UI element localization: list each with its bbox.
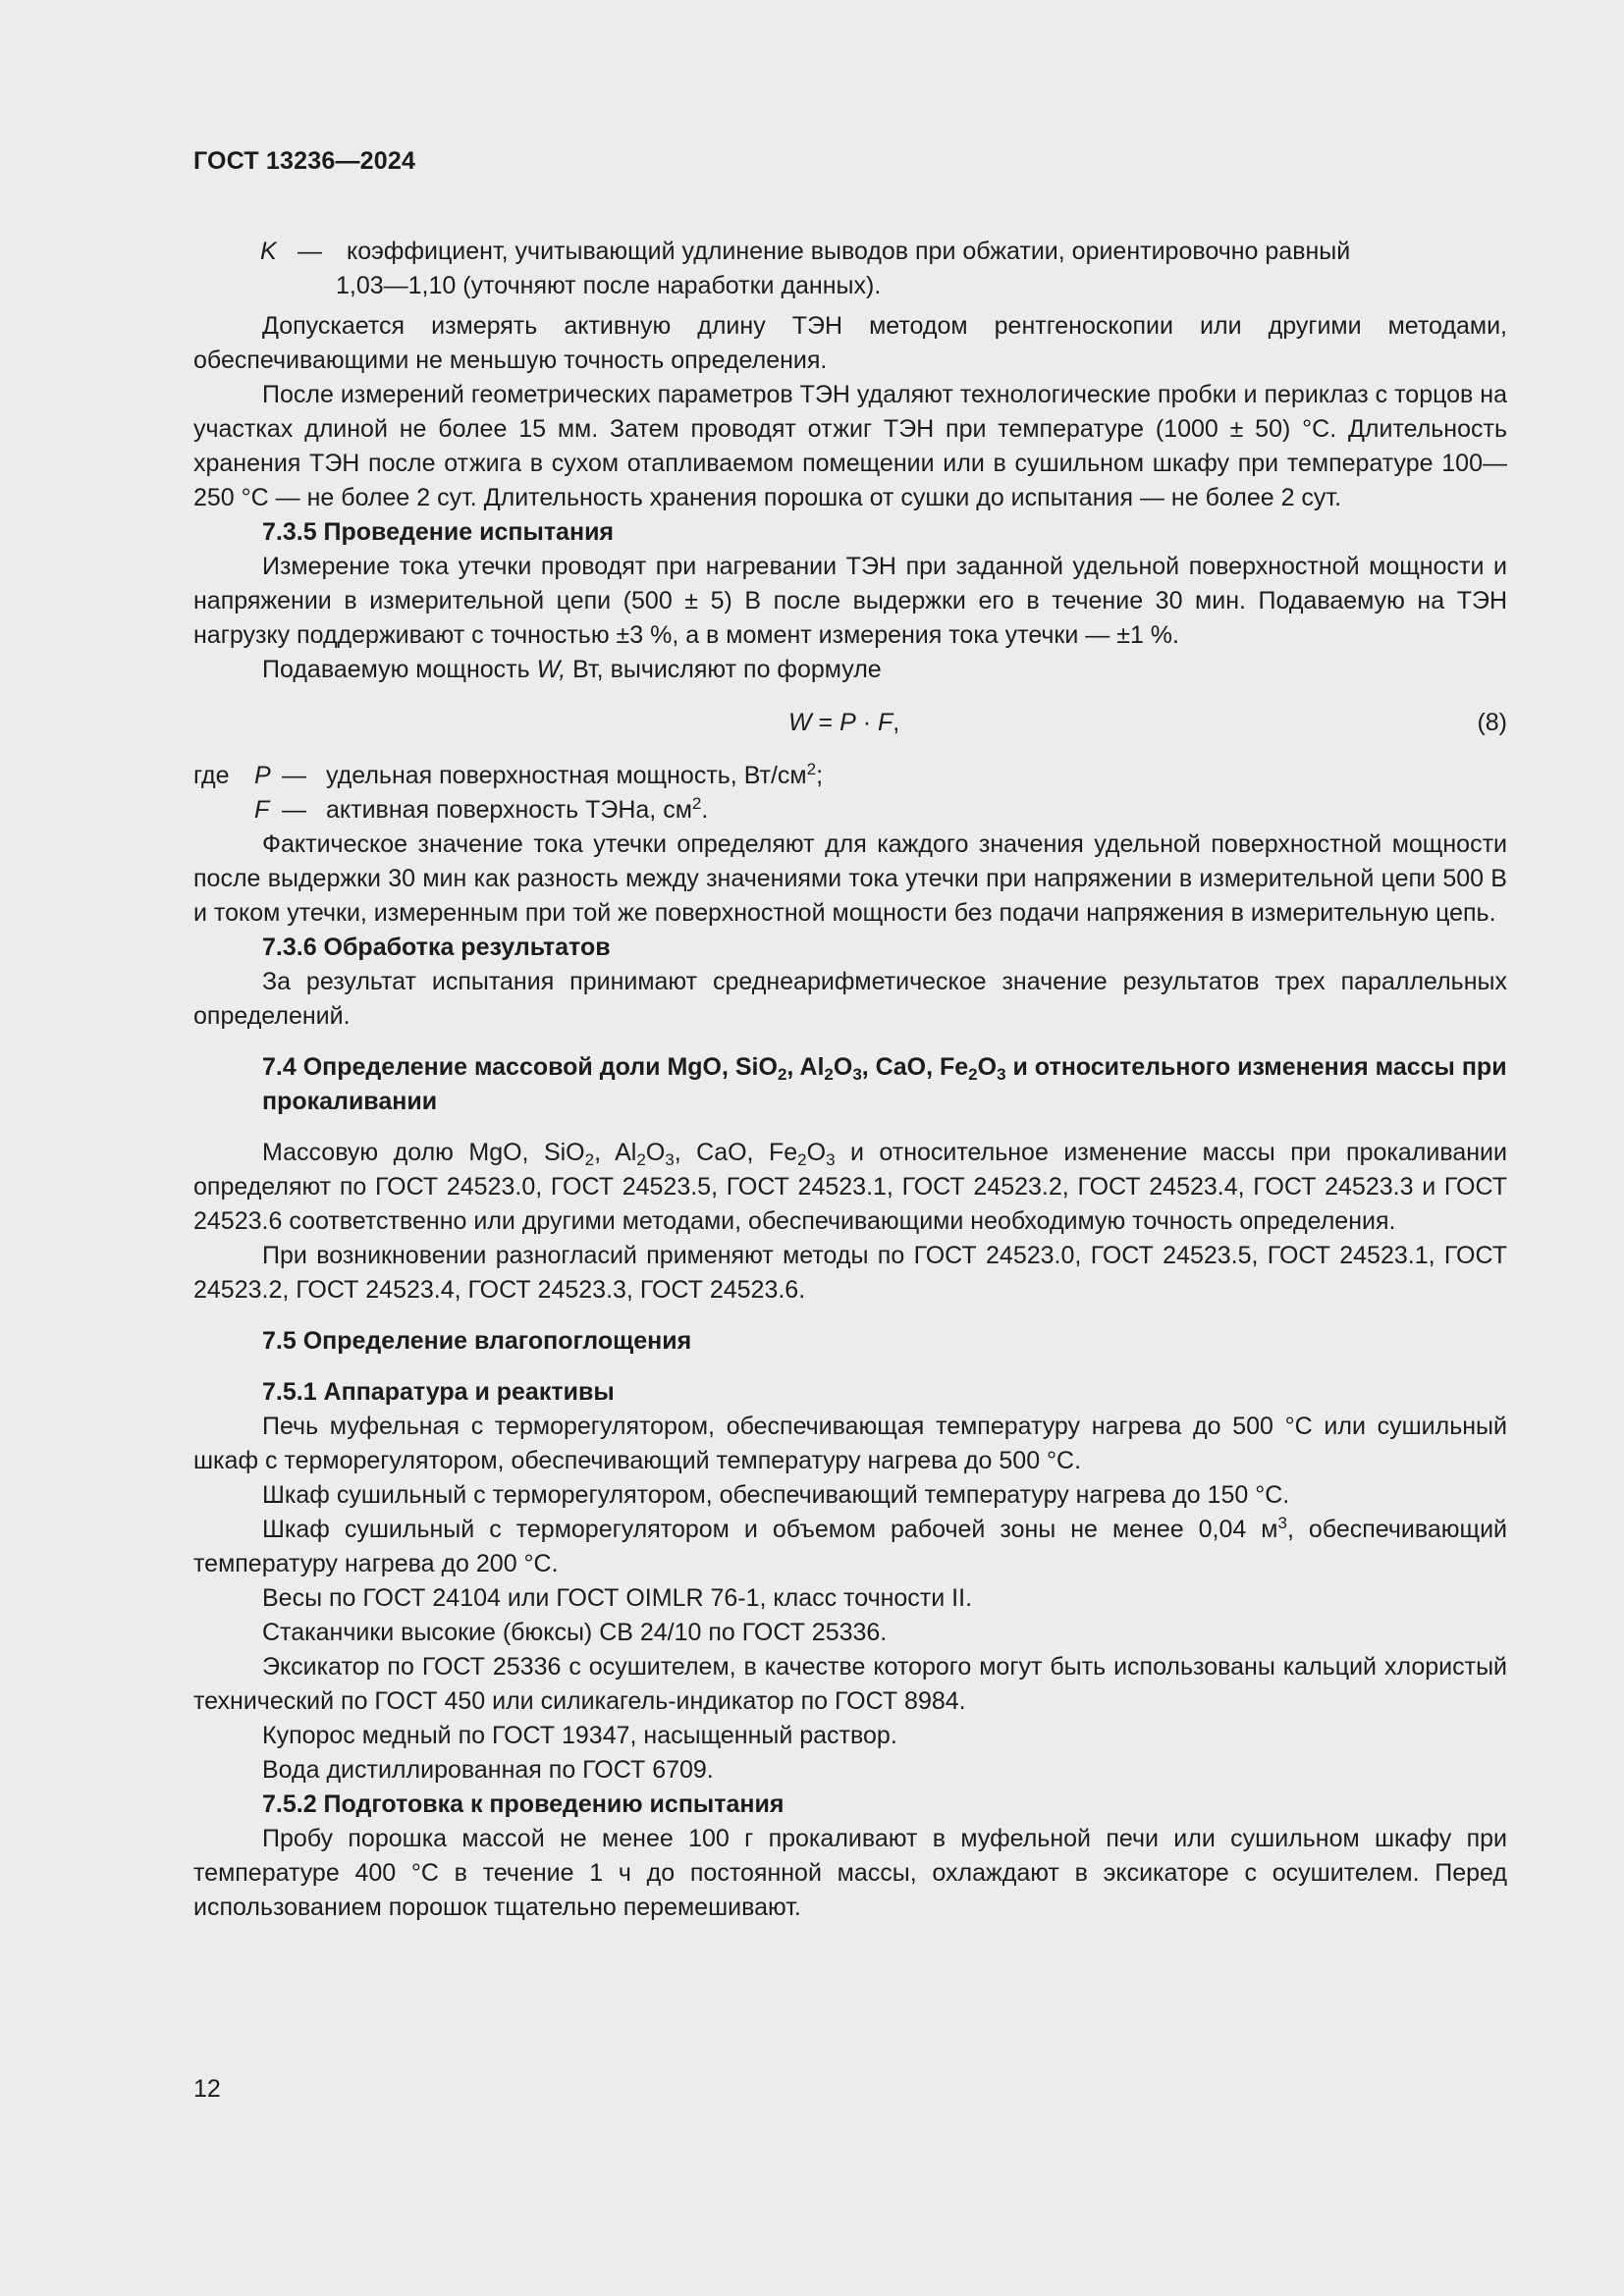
paragraph: При возникновении разногласий применяют методы по ГОСТ 24523.0, ГОСТ 24523.5, ГОСТ 24523.1, ГОСТ 24523.2, ГОСТ 24523.4, ГОСТ 24523.3, ГОСТ 24523.6. bbox=[193, 1242, 1507, 1304]
paragraph: Пробу порошка массой не менее 100 г прокаливают в муфельной печи или сушильном шкафу при температуре 400 °C в течение 1 ч до постоянной массы, охлаждают в эксикаторе с осушителем. Перед использованием порошок тщательно перемешивают. bbox=[193, 1825, 1507, 1921]
where-p-symbol: P bbox=[254, 762, 271, 789]
k-symbol: K bbox=[260, 238, 277, 265]
where-label: где bbox=[193, 762, 230, 789]
paragraph: Эксикатор по ГОСТ 25336 с осушителем, в качестве которого могут быть использованы кальций хлористый технический по ГОСТ 450 или силикагель-индикатор по ГОСТ 8984. bbox=[193, 1653, 1507, 1715]
paragraph: Вода дистиллированная по ГОСТ 6709. bbox=[262, 1756, 714, 1784]
paragraph: Стаканчики высокие (бюксы) СВ 24/10 по ГОСТ 25336. bbox=[262, 1619, 888, 1646]
where-dash: — bbox=[282, 796, 306, 824]
section-heading-7-5-2: 7.5.2 Подготовка к проведению испытания bbox=[262, 1790, 785, 1818]
section-heading-7-5-1: 7.5.1 Аппаратура и реактивы bbox=[262, 1378, 615, 1406]
document-page bbox=[193, 0, 1507, 2296]
formula-number: (8) bbox=[1477, 709, 1507, 736]
paragraph: Купорос медный по ГОСТ 19347, насыщенный раствор. bbox=[262, 1722, 897, 1749]
where-f-text: активная поверхность ТЭНа, $см^2$. bbox=[326, 794, 709, 824]
k-definition bbox=[193, 235, 1507, 303]
paragraph: Фактическое значение тока утечки определяют для каждого значения удельной поверхностной мощности после выдержки 30 мин как разность между значениями тока утечки при напряжении в измерительной цепи 500 В и током утечки, измеренным при той же поверхностной мощности без подачи напряжения в измерительную цепь. bbox=[193, 830, 1507, 927]
formula-expression: W = P · F, bbox=[788, 709, 900, 736]
paragraph: После измерений геометрических параметров ТЭН удаляют технологические пробки и периклаз с торцов на участках длиной не более 15 мм. Затем проводят отжиг ТЭН при температуре (1000 ± 50) °C. Длительность хранения ТЭН после отжига в сухом отапливаемом помещении или в сушильном шкафу при температуре 100—250 °C — не более 2 сут. Длительность хранения порошка от сушки до испытания — не более 2 сут. bbox=[193, 381, 1507, 511]
paragraph: Печь муфельная с терморегулятором, обеспечивающая температуру нагрева до 500 °C или сушильный шкаф с терморегулятором, обеспечивающий температуру нагрева до 500 °C. bbox=[193, 1413, 1507, 1474]
where-dash: — bbox=[282, 762, 306, 789]
paragraph: Подаваемую мощность W, Вт, вычисляют по формуле bbox=[262, 656, 882, 683]
formula-8 bbox=[193, 706, 1507, 740]
paragraph: Измерение тока утечки проводят при нагревании ТЭН при заданной удельной поверхностной мощности и напряжении в измерительной цепи (500 ± 5) В после выдержки его в течение 30 мин. Подаваемую на ТЭН нагрузку поддерживают с точностью ±3 %, а в момент измерения тока утечки — ±1 %. bbox=[193, 553, 1507, 649]
section-heading-7-4: 7.4 Определение массовой доли MgO, SiO$_2$, $Al_2O_3$, CaO, $Fe_2O_3$ и относительного изменения массы при прокаливании bbox=[262, 1053, 1507, 1115]
paragraph: За результат испытания принимают среднеарифметическое значение результатов трех параллельных определений. bbox=[193, 968, 1507, 1030]
where-p-text: удельная поверхностная мощность, $Вт/см^2$; bbox=[326, 760, 824, 789]
page-number: 12 bbox=[193, 2075, 221, 2103]
where-p bbox=[193, 759, 1507, 793]
paragraph: Весы по ГОСТ 24104 или ГОСТ OIMLR 76-1, класс точности II. bbox=[262, 1584, 973, 1612]
where-f-symbol: F bbox=[254, 796, 270, 824]
where-f bbox=[193, 793, 1507, 828]
paragraph: Массовую долю MgO, SiO$_2$, $Al_2O_3$, CaO, $Fe_2O_3$ и относительное изменение массы при прокаливании определяют по ГОСТ 24523.0, ГОСТ 24523.5, ГОСТ 24523.1, ГОСТ 24523.2, ГОСТ 24523.4, ГОСТ 24523.3 и ГОСТ 24523.6 соответственно или другими методами, обеспечивающими необходимую точность определения. bbox=[193, 1139, 1507, 1235]
paragraph: Шкаф сушильный с терморегулятором, обеспечивающий температуру нагрева до 150 °C. bbox=[262, 1481, 1290, 1509]
paragraph: Шкаф сушильный с терморегулятором и объемом рабочей зоны не менее 0,04 $м^3$, обеспечивающий температуру нагрева до 200 °C. bbox=[193, 1514, 1507, 1577]
k-dash: — bbox=[298, 238, 322, 265]
k-definition-line2: 1,03—1,10 (уточняют после наработки данных). bbox=[336, 272, 882, 299]
section-heading-7-5: 7.5 Определение влагопоглощения bbox=[262, 1327, 692, 1355]
section-heading-7-3-6: 7.3.6 Обработка результатов bbox=[262, 934, 611, 961]
k-definition-line1: коэффициент, учитывающий удлинение выводов при обжатии, ориентировочно равный bbox=[347, 238, 1351, 265]
section-heading-7-3-5: 7.3.5 Проведение испытания bbox=[262, 518, 615, 546]
document-body bbox=[193, 235, 1507, 1925]
paragraph: Допускается измерять активную длину ТЭН методом рентгеноскопии или другими методами, обеспечивающими не меньшую точность определения. bbox=[193, 312, 1507, 374]
document-header: ГОСТ 13236—2024 bbox=[193, 147, 416, 175]
